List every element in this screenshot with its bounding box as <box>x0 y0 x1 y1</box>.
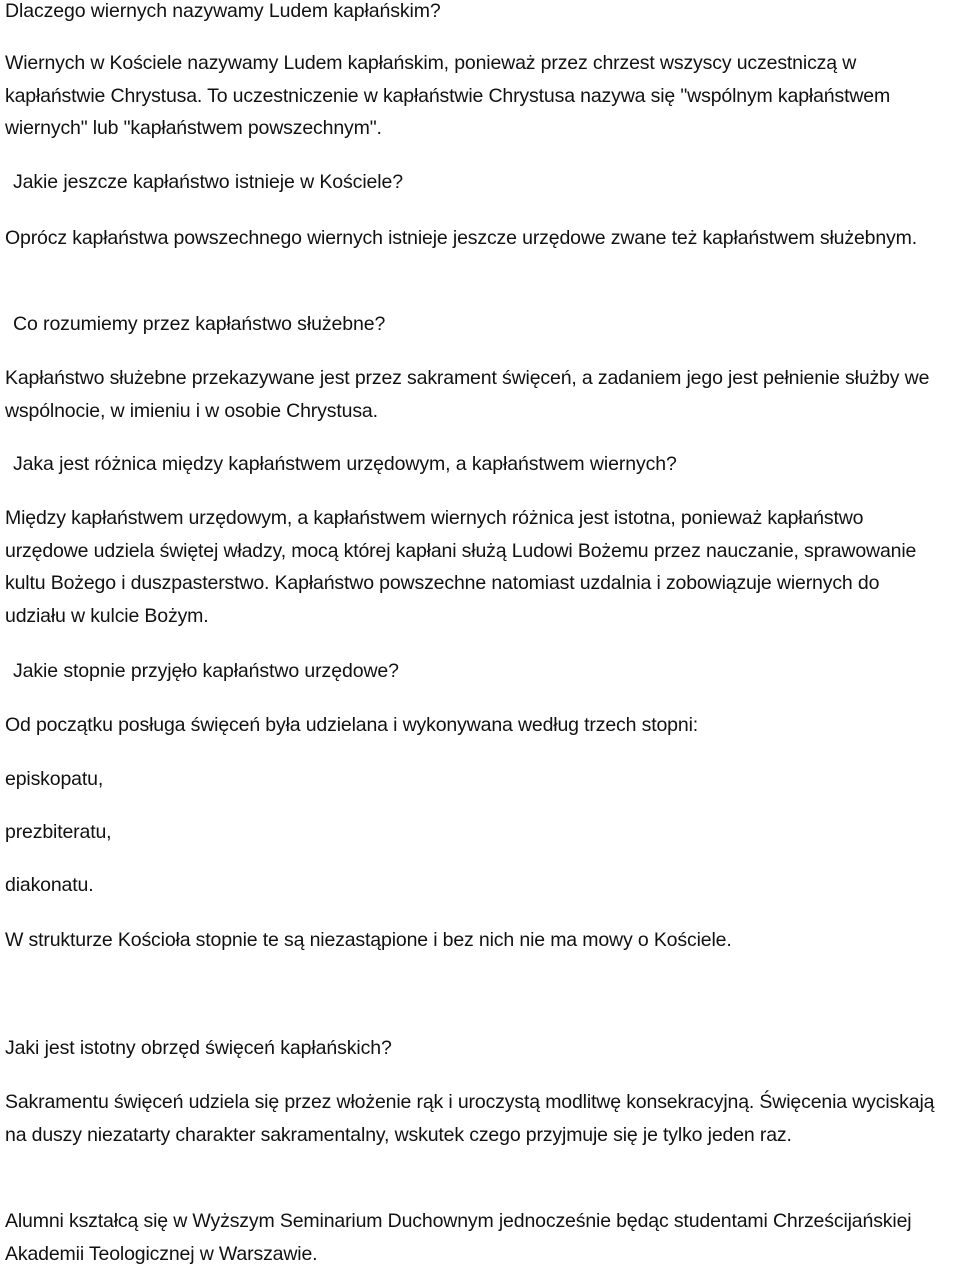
answer-paragraph-5b: W strukturze Kościoła stopnie te są niezastąpione i bez nich nie ma mowy o Kościele. <box>5 929 732 951</box>
question-6: Jaki jest istotny obrzęd święceń kapłańskich? <box>5 1037 392 1059</box>
answer-paragraph-3: Kapłaństwo służebne przekazywane jest przez sakrament święceń, a zadaniem jego jest pełnienie służby we wspólnocie, w imieniu i w osobie Chrystusa. <box>5 367 930 422</box>
degree-item-1: episkopatu, <box>5 768 104 790</box>
answer-paragraph-7: Alumni kształcą się w Wyższym Seminarium Duchownym jednocześnie będąc studentami Chrześcijańskiej Akademii Teologicznej w Warszawie. <box>5 1210 912 1265</box>
question-3: Co rozumiemy przez kapłaństwo służebne? <box>13 313 386 335</box>
answer-paragraph-5: Od początku posługa święceń była udzielana i wykonywana według trzech stopni: <box>5 714 699 736</box>
question-2: Jakie jeszcze kapłaństwo istnieje w Kościele? <box>13 171 404 193</box>
answer-paragraph-4: Między kapłaństwem urzędowym, a kapłaństwem wiernych różnica jest istotna, ponieważ kapłaństwo urzędowe udziela świętej władzy, mocą której kapłani służą Ludowi Bożemu przez nauczanie, sprawowanie kultu Bożego i duszpasterstwo. Kapłaństwo powszechne natomiast uzdalnia i zobowiązuje wiernych do udziału w kulcie Bożym. <box>5 507 917 627</box>
degree-item-2: prezbiteratu, <box>5 821 112 843</box>
answer-paragraph-1: Wiernych w Kościele nazywamy Ludem kapłańskim, ponieważ przez chrzest wszyscy uczestniczą w kapłaństwie Chrystusa. To uczestniczenie w kapłaństwie Chrystusa nazywa się "wspólnym kapłaństwem wiernych" lub "kapłaństwem powszechnym". <box>5 52 891 139</box>
answer-paragraph-2: Oprócz kapłaństwa powszechnego wiernych istnieje jeszcze urzędowe zwane też kapłaństwem służebnym. <box>5 227 917 249</box>
question-4: Jaka jest różnica między kapłaństwem urzędowym, a kapłaństwem wiernych? <box>13 453 677 475</box>
title-question: Dlaczego wiernych nazywamy Ludem kapłańskim? <box>5 0 441 22</box>
degree-item-3: diakonatu. <box>5 874 94 896</box>
question-5: Jakie stopnie przyjęło kapłaństwo urzędowe? <box>13 660 399 682</box>
answer-paragraph-6: Sakramentu święceń udziela się przez włożenie rąk i uroczystą modlitwę konsekracyjną. Święcenia wyciskają na duszy niezatarty charakter sakramentalny, wskutek czego przyjmuje się je tylko jeden raz. <box>5 1091 935 1146</box>
